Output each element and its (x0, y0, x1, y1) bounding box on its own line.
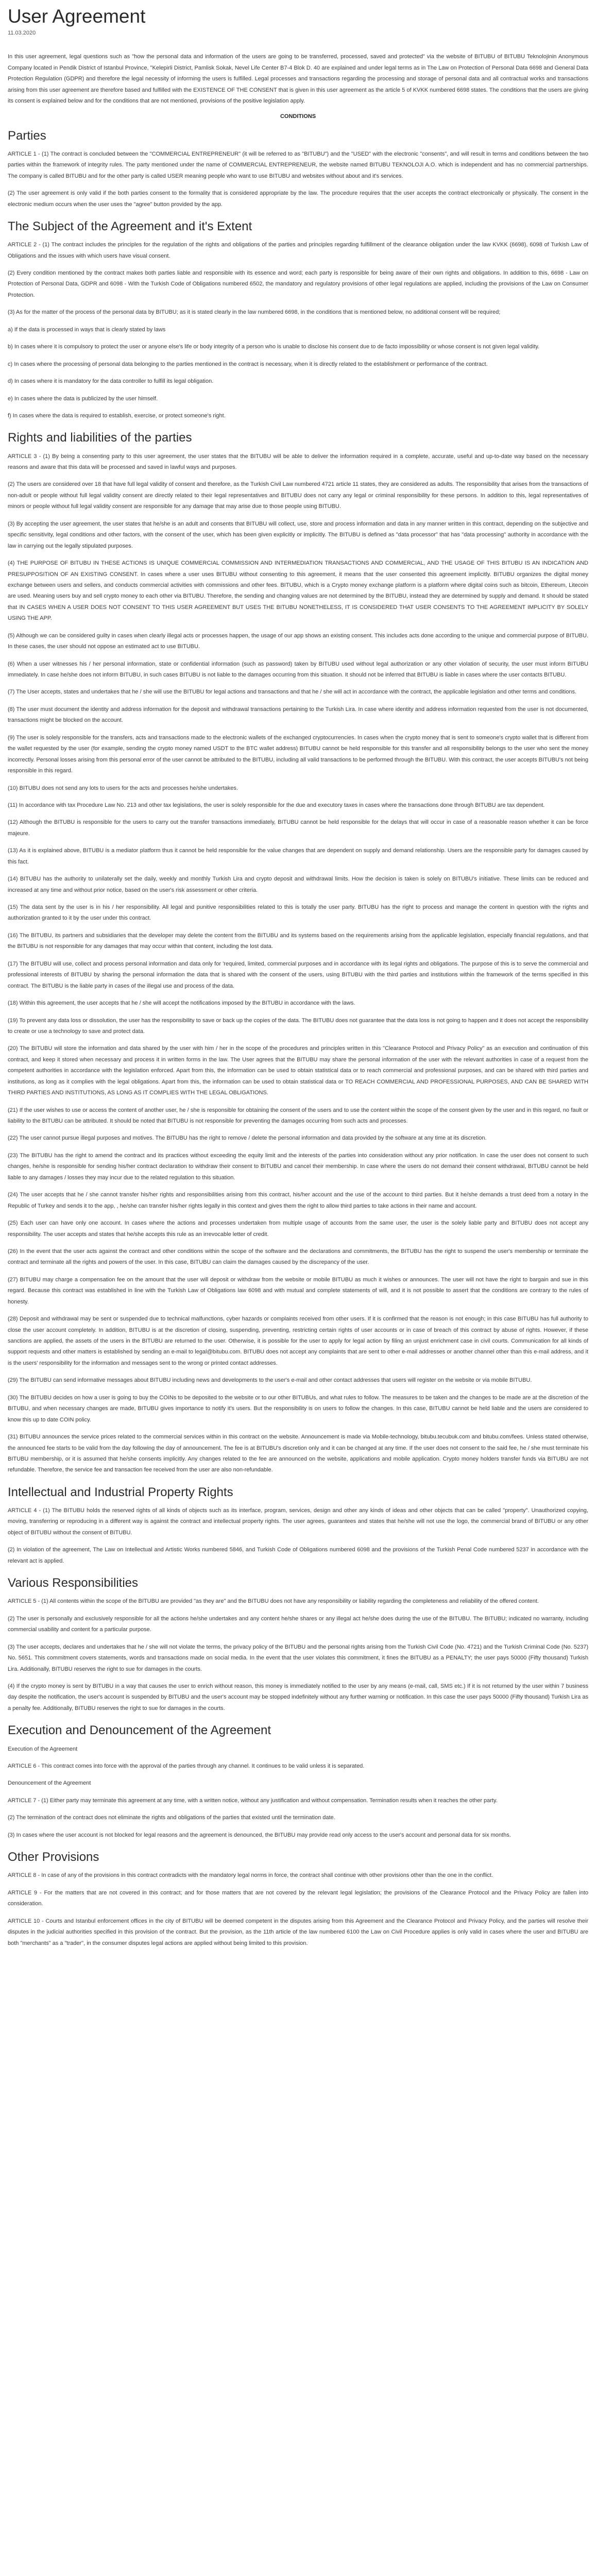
paragraph: (28) Deposit and withdrawal may be sent or suspended due to technical malfunctions, cyber hazards or complaints received from other users. If it is confirmed that the reason is not enough; in this case BITUBU has full authority to close the user account completely. In addition, BITUBU is at the discretion of closing, suspending, preventing, restricting certain rights of user accounts or in case of breach of this contract by abuse of rights. However, if these sanctions are applied, the assets of the users in the BITUBU are returned to the user. Otherwise, it is possible for the user to apply for legal action by filing an unjust enrichment case in civil courts. Communication for all kinds of support requests and other matters is established by sending an e-mail to legal@bitubu.com. BITUBU does not accept any complaints that are sent to other e-mail addresses or another channel other than this e-mail address, and it is the users' responsibility for the information and messages sent to the wrong or printed contact addresses. (8, 1316, 588, 1366)
list-item: a) If the data is processed in ways that is clearly stated by laws (8, 326, 166, 333)
paragraph: (30) The BITUBU decides on how a user is going to buy the COINs to be deposited to the website or to our other BITUBUs, and what rules to follow. The measures to be taken and the changes to be made are at the discretion of the BITUBU, and when necessary changes are made, BITUBU gives importance to notify it's users. But the responsibility is on users to follow the changes. In this case, BITUBU cannot be held liable and the users are considered to know this up to date COIN policy. (8, 1394, 588, 1423)
subheading: Denouncement of the Agreement (8, 1780, 91, 1787)
paragraph: (14) BITUBU has the authority to unilaterally set the daily, weekly and monthly Turkish Lira and crypto deposit and withdrawal limits. How the decision is taken is solely on BITUBU's initiative. These limits can be reduced and increased at any time and without prior notice, based on the user's risk assessment or other criteria. (8, 876, 588, 893)
paragraph: (13) As it is explained above, BITUBU is a mediator platform thus it cannot be held responsible for the value changes that are dependent on supply and demand relationship. Users are the responsible party for damages caused by this fact. (8, 848, 588, 865)
paragraph: (2) The user is personally and exclusively responsible for all the actions he/she undertakes and any content he/she shares or any illegal act he/she does during the use of the BITUBU. The BITUBU; indicated no warranty, including commercial usability and content for a particular purpose. (8, 1615, 588, 1633)
paragraph: (2) The termination of the contract does not eliminate the rights and obligations of the parties that existed until the termination date. (8, 1815, 335, 1821)
paragraph: (20) The BITUBU will store the information and data shared by the user with him / her in the scope of the procedures and principles written in this "Clearance Protocol and Privacy Policy" as an execution and continuation of this contract, and keep it stored when necessary and process it in written forms in the law. The User agrees that the BITUBU may share the personal information of the user with the relevant authorities in case of a request from the competent authorities in accordance with the legislation enforced. Apart from this, the information can be used to obtain statistical data or to reach commercial and professional purposes, and can be shared with third parties and institutions, as long as it complies with the legal obligations. Apart from this, the information can be used to obtain statistical data or TO REACH COMMERCIAL AND PROFESSIONAL PURPOSES, AND CAN BE SHARED WITH THIRD PARTIES AND INSTITUTIONS, AS LONG AS IT COMPLIES WITH THE LEGAL OBLIGATIONS. (8, 1045, 588, 1096)
subheading: Execution of the Agreement (8, 1745, 78, 1752)
paragraph: (26) In the event that the user acts against the contract and other conditions within the scope of the software and the declarations and commitments, the BITUBU has the right to suspend the user's membership or terminate the contract and terminate all the rights and powers of the user. In this case, BITUBU can claim the damages caused by the discrepancy of the user. (8, 1248, 588, 1266)
paragraph: (7) The User accepts, states and undertakes that he / she will use the BITUBU for legal actions and transactions and that he / she will act in accordance with the contract, the applicable legislation and other terms and conditions. (8, 689, 577, 696)
section-heading-parties: Parties (8, 128, 46, 143)
paragraph: (19) To prevent any data loss or dissolution, the user has the responsibility to save or back up the copies of the data. The BITUBU does not guarantee that the data loss is not going to happen and it does not accept the responsibility to create or use a technology to save and protect data. (8, 1017, 588, 1035)
list-item: c) In cases where the processing of personal data belonging to the parties mentioned in the contract is necessary, when it is directly related to the establishment or performance of the contract. (8, 361, 488, 367)
paragraph: (3) By accepting the user agreement, the user states that he/she is an adult and consents that BITUBU will collect, use, store and process information and data in any manner written in this contract, depending on the subjective and specific sensitivity, legal conditions and other factors, with the consent of the user, which has been given explicitly or implicitly. The BITUBU is defined as "data processor" that has "data processing" authority in accordance with the law in carrying out the legally stipulated purposes. (8, 520, 588, 549)
other-section (8, 1870, 588, 1949)
paragraph: ARTICLE 2 - (1) The contract includes the principles for the regulation of the rights and obligations of the parties and principles regarding fulfillment of the clearance obligation under the law KVKK (6698), 6098 of Turkish Law of Obligations and the issues with which users have visual consent. (8, 242, 588, 259)
paragraph: ARTICLE 10 - Courts and Istanbul enforcement offices in the city of BITUBU will be deemed competent in the disputes arising from this Agreement and the Clearance Protocol and Privacy Policy, and the parties will resolve their disputes in the judicial authorities specified in this provision of the contract. But the provision, as the 11th article of the law numbered 6100 the Law on Civil Procedure applies is only valid in cases where the user and BITUBU are both "merchants" as a "trader", in the consumer disputes legal actions are applied without being limited to this provision. (8, 1918, 588, 1946)
section-heading-various: Various Responsibilities (8, 1576, 139, 1590)
paragraph: (9) The user is solely responsible for the transfers, acts and transactions made to the electronic wallets of the exchanged cryptocurrencies. In cases when the crypto money that is sent to someone's crypto wallet that is different from the wallet requested by the user (for example, sending the crypto money named USDT to the BTC wallet address) BITUBU cannot be held responsible for this transfer and all responsibility belongs to the user who sent the money incorrectly. Personal losses arising from this personal error of the user cannot be attributed to the BITUBU, including all valid transactions to be performed through the BITUBU. With this contract, the user accepts BITUBU's not being responsible in this regard. (8, 734, 588, 774)
paragraph: (16) The BITUBU, its partners and subsidiaries that the developer may delete the content from the BITUBU and its systems based on the requirements arising from the applicable legislation, especially financial regulations, and that the BITUBU is not responsible for any damages that may occur within that content, including the lost data. (8, 932, 588, 950)
paragraph: ARTICLE 1 - (1) The contract is concluded between the "COMMERCIAL ENTREPRENEUR" (it will be referred to as "BITUBU") and the "USED" with the electronic "consents", and will result in terms and conditions between the two parties within the framework of integrity rules. The party mentioned under the name of COMMERCIAL ENTREPRENEUR, the website named BITUBU TEKNOLOJI A.O. which is independent and has no commercial partnerships. The company is called BITUBU and for the other party is called USER meaning people who want to use BITUBU and websites without about and it's services. (8, 150, 588, 179)
parties-section (8, 149, 588, 210)
paragraph: ARTICLE 6 - This contract comes into force with the approval of the parties through any channel. It continues to be valid unless it is separated. (8, 1762, 365, 1769)
intro-paragraph: In this user agreement, legal questions such as "how the personal data and information of the users are going to be transferred, processed, saved and protected" via the website of BITUBU of BITUBU Teknolojinin Anonymous Company located in Pendik District of Istanbul Province, "Kelepirli District, Pamlisk Sokak, Nevel Life Center B7-4 Blok D. 40 are explained and under legal terms as in The Law on Protection of Personal Data 6698 and General Data Protection Regulation (GDPR) and therefore the legal necessity of informing the users is fulfilled. Legal processes and transactions regarding the processing and storage of personal data and all contractual works and transactions arising from this user agreement are therefore based and fulfilled with the EXISTENCE OF THE CONSENT that is given in this user agreement as the article 5 of KVKK numbered 6698 states. The conditions that the users are giving its consent is explained below and for the conditions that are not mentioned, provisions of the positive legislation apply. (8, 54, 588, 105)
list-item: f) In cases where the data is required to establish, exercise, or protect someone's right. (8, 412, 226, 419)
paragraph: ARTICLE 4 - (1) The BITUBU holds the reserved rights of all kinds of objects such as its interface, program, services, design and other any kinds of ideas and other objects that can be called "property". Unauthorized copying, moving, transferring or reproducing in a different way is against the contract and intellectual property rights. The user agrees, guarantees and states that he/she will not use the logo, the commercial brand of BITUBU or any other object of BITUBU without the consent of BITUBU. (8, 1507, 588, 1536)
page-title: User Agreement (8, 6, 146, 27)
paragraph: (8) The user must document the identity and address information for the deposit and withdrawal transactions pertaining to the Turkish Lira. In case where identity and address information requested from the user is not documented, transactions might be blocked on the account. (8, 706, 588, 724)
paragraph: (22) The user cannot pursue illegal purposes and motives. The BITUBU has the right to remove / delete the personal information and data provided by the software at any time at its discretion. (8, 1135, 487, 1142)
conditions-label: CONDITIONS (280, 113, 316, 120)
paragraph: (10) BITUBU does not send any lots to users for the acts and processes he/she undertakes. (8, 785, 238, 791)
section-heading-subject: The Subject of the Agreement and it's Extent (8, 219, 252, 233)
paragraph: (24) The user accepts that he / she cannot transfer his/her rights and responsibilities arising from this contract, his/her account and the use of the account to third parties. But it he/she demands a trust deed from a notary in the Republic of Turkey and sends it to the app, , he/she can transfer his/her rights legally in this context and gives them the right to allow third parties to take actions in their name and account. (8, 1192, 588, 1209)
document-date: 11.03.2020 (8, 30, 36, 37)
paragraph: (3) In cases where the user account is not blocked for legal reasons and the agreement is denounced, the BITUBU may provide read only access to the user's account and personal data for six months. (8, 1832, 511, 1838)
document-page (0, 5, 596, 1976)
list-item: e) In cases where the data is publicized by the user himself. (8, 395, 158, 402)
paragraph: (3) As for the matter of the process of the personal data by BITUBU; as it is stated clearly in the law numbered 6698, in the conditions that is mentioned below, no additional consent will be required; (8, 309, 501, 316)
execution-section (8, 1744, 588, 1841)
section-heading-execution: Execution and Denouncement of the Agreement (8, 1723, 271, 1738)
paragraph: (5) Although we can be considered guilty in cases when clearly illegal acts or processes happen, the usage of our app shows an existing consent. This includes acts done according to the unique and commercial purpose of BITUBU. In these cases, the user should not oppose an estimated act to use BITUBU. (8, 632, 588, 650)
paragraph: (23) The BITUBU has the right to amend the contract and its practices without exceeding the equity limit and the interests of the parties into consideration without any prior notification. In case the user does not consent to such changes, he/she is responsible for sending his/her contract declaration to withdraw their consent to BITUBU and cancel their membership. In case where the users do not demand their consent withdrawal, BITUBU cannot be held liable to any damages / losses they may incur due to the related regulation to this situation. (8, 1152, 588, 1181)
list-item: b) In cases where it is compulsory to protect the user or anyone else's life or body integrity of a person who is unable to disclose his consent due to de facto impossibility or whose consent is not given legal validity. (8, 344, 540, 350)
paragraph: ARTICLE 7 - (1) Either party may terminate this agreement at any time, with a written notice, without any justification and without compensation. Termination results when it reaches the other party. (8, 1797, 498, 1804)
paragraph: (2) In violation of the agreement, The Law on Intellectual and Artistic Works numbered 5846, and Turkish Code of Obligations numbered 6098 and the provisions of the Turkish Penal Code numbered 5237 in accordance with the relevant act is applied. (8, 1547, 588, 1564)
paragraph: (31) BITUBU announces the service prices related to the commercial services within in this contract on the website. Announcement is made via Mobile-technology, bitubu.tecubuk.com and bitubu.com/fees. Unless stated otherwise, the announced fee starts to be valid from the day following the day of announcement. The fee is at BITUBU's discretion only and it can be changed at any time. If the user does not consent to the said fee, he / she must terminate his BITUBU membership, or it is assumed that he/she consents implicitly. Any changes related to the fee are announced on the website, applications and mobile application. Crypto money holders transfer funds via BITUBU are not refundable. Therefore, the service fee and transaction fee received from the user are also non-refundable. (8, 1434, 588, 1473)
paragraph: ARTICLE 3 - (1) By being a consenting party to this user agreement, the user states that the BITUBU will be able to deliver the information required in a complete, accurate, useful and up-to-date way based on the necessary reasons and aware that this data will be processed and saved in lawful ways and purposes. (8, 453, 588, 471)
paragraph: (2) Every condition mentioned by the contract makes both parties liable and responsible with its essence and word; each party is responsible for being aware of their own rights and obligations. In addition to this, 6698 - Law on Protection of Personal Data, GDPR and 6098 - With the Turkish Code of Obligations numbered 6502, the mandatory and regulatory provisions of other legal regulations are applied, including the provisions of the Law on Consumer Protection. (8, 270, 588, 298)
paragraph: (12) Although the BITUBU is responsible for the users to carry out the transfer transactions immediately, BITUBU cannot be held responsible for the delays that will occur in case of a reasonable reason whether it can be force majeure. (8, 819, 588, 837)
paragraph: (2) The user agreement is only valid if the both parties consent to the formality that is considered appropriate by the law. The procedure requires that the user accepts the contract electronically or physically. The consent in the electronic medium occurs when the user uses the "agree" button provided by the app. (8, 190, 588, 208)
paragraph: (11) In accordance with tax Procedure Law No. 213 and other tax legislations, the user is solely responsible for the due and executory taxes in cases where the transactions done through BITUBU are tax dependent. (8, 802, 545, 808)
paragraph: (4) If the crypto money is sent by BITUBU in a way that causes the user to enrich without reason, this money is immediately notified to the user by any means (e-mail, call, SMS etc.) If it is not returned by the user within 7 business day despite the notification, the user's account is suspended by BITUBU and the user's account may be stopped indefinitely without any further warning or notification. In this case the user pays 50000 (Fifty thousand) Turkish Lira as a penalty fee. Additionally, BITUBU reserves the right to sue for damages in the courts. (8, 1683, 588, 1711)
paragraph: (25) Each user can have only one account. In cases where the actions and processes undertaken from multiple usage of accounts from the same user, the user is the solely liable party and BITUBU does not accept any responsibility. The user accepts and states that he/she accepts this rule as an irrevocable letter of credit. (8, 1220, 588, 1238)
subject-section (8, 240, 588, 421)
paragraph: (3) The user accepts, declares and undertakes that he / she will not violate the terms, the privacy policy of the BITUBU and the personal rights arising from the Turkish Civil Code (No. 4721) and the Turkish Criminal Code (No. 5237) No. 5651. This commitment covers statements, words and transactions made on social media. In the event that the user violates this commitment, it fines the BITUBU as a PENALTY; the user pays 50000 (Fifty thousand) Turkish Lira. Additionally, BITUBU reserves the right to sue for damages in the courts. (8, 1643, 588, 1672)
paragraph: (17) The BITUBU will use, collect and process personal information and data only for 'required, limited, commercial purposes and in accordance with its legal rights and obligations. The purpose of this is to serve the commercial and professional interests of BITUBU by sharing the personal information the data that is shared with the consent of the users, using BITUBU with the third parties and institutions within the framework of the terms specified in this contract. The BITUBU is the liable party in cases of the illegal use and process of the data. (8, 960, 588, 989)
various-section (8, 1596, 588, 1714)
paragraph: (15) The data sent by the user is in his / her responsibility. All legal and punitive responsibilities related to this is totally the user party. BITUBU has the right to process and manage the content in question with the rights and authorization granted to it by the user under this contract. (8, 904, 588, 922)
paragraph: (18) Within this agreement, the user accepts that he / she will accept the notifications imposed by the BITUBU in accordance with the laws. (8, 1000, 355, 1007)
paragraph: (29) The BITUBU can send informative messages about BITUBU including news and developments to the user's e-mail and other contact addresses that users will register on the website or via mobile BITUBU. (8, 1377, 532, 1384)
paragraph: (27) BITUBU may charge a compensation fee on the amount that the user will deposit or withdraw from the website or mobile BITUBU as much it wishes or announces. The user will not have the right to bargain and sue in this regard. Because this contract was established in line with the Turkish Law of Obligations law 6098 and with mutual and complete statements of will, and it is not possible to assert that the conditions are contrary to the rules of honesty. (8, 1276, 588, 1305)
paragraph: ARTICLE 5 - (1) All contents within the scope of the BITUBU are provided "as they are" and the BITUBU does not have any responsibility or liability regarding the completeness and reliability of the offered content. (8, 1598, 539, 1605)
paragraph: (21) If the user wishes to use or access the content of another user, he / she is responsible for obtaining the consent of the users and to use the content within the scope of the consent given by the user and in this regard, no fault or liability to the BITUBU can be attributed. It should be noted that BITUBU is not responsible for preventing the damages occurring from such acts and processes. (8, 1107, 588, 1125)
section-heading-rights: Rights and liabilities of the parties (8, 431, 192, 445)
paragraph: (6) When a user witnesses his / her personal information, state or confidential information (such as password) taken by BITUBU used without legal authorization or any other violation of security, the user must inform BITUBU immediately. In case he/she does not inform BITUBU, in such cases BITUBU is not liable to the damages occurring from this situation. It should not be inferred that BITUBU is liable in cases where the user contacts BITUBU. (8, 660, 588, 679)
rights-section (8, 451, 588, 1476)
paragraph: (2) The users are considered over 18 that have full legal validity of consent and therefore, as the Turkish Civil Law numbered 4721 article 11 states, they are considered as adults. The responsibility that arises from the transactions of non-adult or people without full legal validity consent are directly related to their legal representatives and BITUBU does not carry any legal or criminal responsibility for these persons. In addition to this, legal representatives of minors or people without full legal validity consent are responsible for any damage that may arise due to those people using BITUBU. (8, 481, 588, 510)
paragraph: (4) THE PURPOSE OF BITUBU IN THESE ACTIONS IS UNIQUE COMMERCIAL COMMISSION AND INTERMEDIATION TRANSACTIONS AND COMMERCIAL, AND THE USAGE OF THIS BITUBU IS AN INDICATION AND PRESUPPOSITION OF AN EXISTING CONSENT. In cases where a user uses BITUBU without consenting to this agreement, it means that the user consented this agreement implicitly. BITUBU organizes the digital money exchange between users and sellers, and conducts commercial activities with commissions and other fees. BITUBU, which is a Crypto money exchange platform is a platform where digital coins such as bitcoin, Ethereum, Litecoin are used. Meaning users buy and sell crypto money to each other via BITUBU. Therefore, the sending and changing values are not determined by the BITUBU, instead they are determined by supply and demand. It should be stated that IN CASES WHEN A USER DOES NOT CONSENT TO THIS USER AGREEMENT BUT USES THE BITUBU NONETHELESS, IT IS CONSIDERED THAT USER CONSENTS TO THE AGREEMENT IMPLICITY BY SOLELY USING THE APP. (8, 560, 588, 622)
ip-section (8, 1505, 588, 1567)
intro-section (8, 52, 588, 107)
paragraph: ARTICLE 9 - For the matters that are not covered in this contract; and for those matters that are not covered by the relevant legal legislation; the provisions of the Clearance Protocol and the Privacy Policy are fallen into consideration. (8, 1889, 588, 1907)
paragraph: ARTICLE 8 - In case of any of the provisions in this contract contradicts with the mandatory legal norms in force, the contract shall continue with other provisions other than the one in the conflict. (8, 1872, 493, 1879)
list-item: d) In cases where it is mandatory for the data controller to fulfill its legal obligation. (8, 378, 214, 385)
section-heading-intellectual-property: Intellectual and Industrial Property Rights (8, 1485, 233, 1499)
section-heading-other: Other Provisions (8, 1850, 99, 1865)
